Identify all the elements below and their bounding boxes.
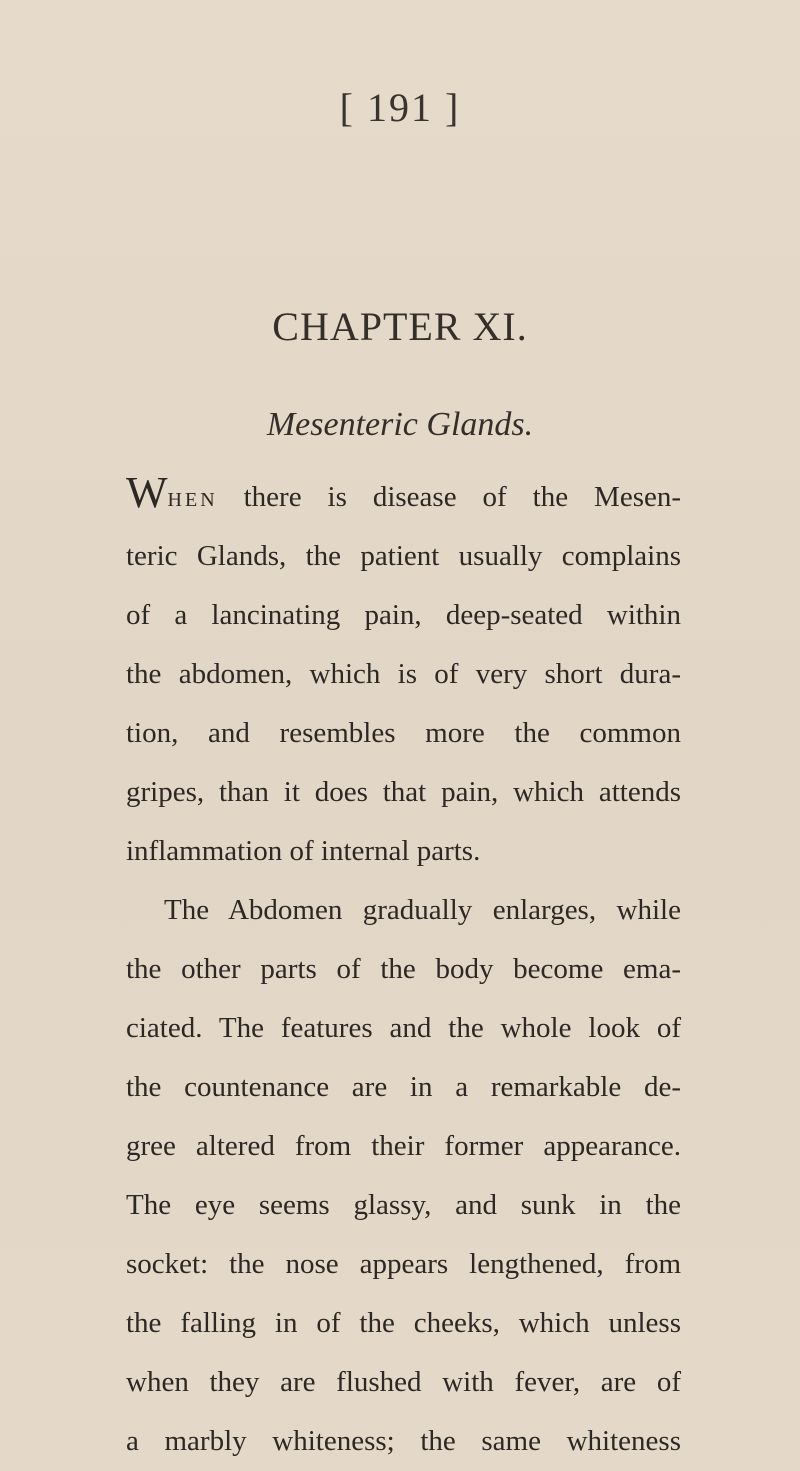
text-line: ciated. The features and the whole look of [126, 1012, 681, 1044]
opening-word: hen [167, 481, 218, 513]
text-line: when they are flushed with fever, are of [126, 1366, 681, 1398]
text-line: the other parts of the body become ema- [126, 953, 681, 985]
text-line: socket: the nose appears lengthened, from [126, 1248, 681, 1280]
section-title: Mesenteric Glands. [266, 406, 534, 443]
text-line [126, 468, 681, 527]
first-line-text: there is disease of the Mesen- [243, 481, 682, 513]
text-line: a marbly whiteness; the same whiteness [126, 1425, 681, 1457]
text-line: The eye seems glassy, and sunk in the [126, 1189, 681, 1221]
chapter-title: CHAPTER XI. [272, 304, 528, 349]
text-line: the abdomen, which is of very short dura- [126, 658, 681, 690]
text-line: teric Glands, the patient usually complains [126, 540, 681, 572]
text-line: inflammation of internal parts. [126, 835, 481, 867]
text-line: gree altered from their former appearance. [126, 1130, 681, 1162]
drop-cap: W [126, 468, 168, 517]
text-line: the falling in of the cheeks, which unless [126, 1307, 681, 1339]
body-text [126, 468, 681, 1471]
page-number: [ 191 ] [339, 85, 461, 130]
text-line: the countenance are in a remarkable de- [126, 1071, 681, 1103]
text-line: gripes, than it does that pain, which attends [126, 776, 681, 808]
text-line: of a lancinating pain, deep-seated within [126, 599, 681, 631]
text-line: The Abdomen gradually enlarges, while [164, 894, 681, 926]
text-line: tion, and resembles more the common [126, 717, 681, 749]
